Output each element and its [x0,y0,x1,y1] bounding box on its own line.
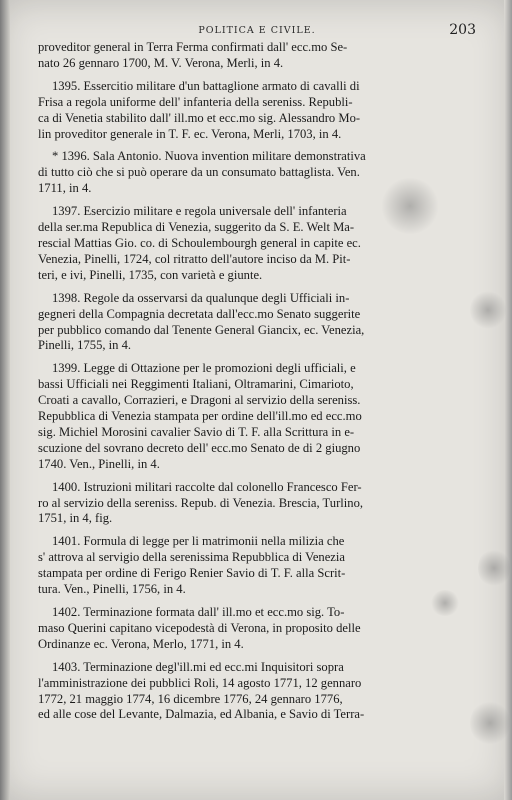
entry-line: 1751, in 4, fig. [38,511,113,526]
entry-line: Pinelli, 1755, in 4. [38,338,132,353]
entry-line: teri, e ivi, Pinelli, 1735, con varietà e giunte. [38,267,263,282]
entry-line: scuzione del sovrano decreto dell' ecc.mo Senato de di 2 giugno [38,440,361,455]
paper-stain [470,700,510,746]
entry-line: 1399. Legge di Ottazione per le promozioni degli ufficiali, e [52,361,356,376]
entry-line: sig. Michiel Morosini cavalier Savio di T. F. alla Scrittura in e- [38,424,355,439]
entry-line: bassi Ufficiali nei Reggimenti Italiani, Oltramarini, Cimarioto, [38,377,354,392]
entry-line: rescial Mattias Gio. co. di Schoulembourgh general in capite ec. [38,235,361,250]
entry-line: lin proveditor generale in T. F. ec. Verona, Merli, 1703, in 4. [38,126,342,141]
page-gutter-shadow [0,0,10,800]
entry-line: proveditor general in Terra Ferma confirmati dall' ecc.mo Se- [38,40,348,54]
entry-line: della ser.ma Republica di Venezia, suggerito da S. E. Welt Ma- [38,220,355,235]
entry-line: * 1396. Sala Antonio. Nuova invention militare demonstrativa [52,149,366,164]
entry-line: s' attrova al servigio della serenissima Repubblica di Venezia [38,550,345,565]
catalogue-entry [38,79,471,143]
entry-line: Frisa a regola uniforme dell' infanteria della sereniss. Republi- [38,94,353,109]
entry-line: 1402. Terminazione formata dall' ill.mo et ecc.mo sig. To- [52,605,345,619]
entry-line: stampata per ordine di Ferigo Renier Savio di T. F. alla Scrit- [38,566,346,581]
catalogue-entry [38,204,471,284]
paper-stain [478,548,510,588]
entry-line: 1397. Esercizio militare e regola universale dell' infanteria [52,204,347,219]
catalogue-entry [38,40,471,72]
catalogue-entry [38,534,471,598]
running-head: POLITICA E CIVILE. [198,25,316,36]
catalogue-entry [38,480,471,528]
entry-line: gegneri della Compagnia decretata dall'ecc.mo Senato suggerite [38,306,361,321]
entry-line: 1398. Regole da osservarsi da qualunque degli Ufficiali in- [52,290,350,305]
entry-line: Ordinanze ec. Verona, Merlo, 1771, in 4. [38,636,244,651]
entry-line: 1395. Essercitio militare d'un battaglione armato di cavalli di [52,78,360,93]
catalogue-entry [38,291,471,355]
entry-line: tura. Ven., Pinelli, 1756, in 4. [38,582,186,597]
entry-line: 1400. Istruzioni militari raccolte dal colonello Francesco Fer- [52,479,362,494]
page-number: 203 [449,22,476,38]
entry-line: 1772, 21 maggio 1774, 16 dicembre 1776, 24 gennaro 1776, [38,691,343,706]
entry-line: Repubblica di Venezia stampata per ordine dell'ill.mo ed ecc.mo [38,409,362,424]
entry-line: maso Querini capitano vicepodestà di Verona, in proposito delle [38,620,361,635]
catalogue-entry [38,361,471,472]
entry-line: Venezia, Pinelli, 1724, col ritratto dell'autore inciso da M. Pit- [38,251,351,266]
entry-line: di tutto ciò che si può operare da un consumato battaglista. Ven. [38,165,360,180]
catalogue-entry [38,149,471,197]
entry-line: 1403. Terminazione degl'ill.mi ed ecc.mi Inquisitori sopra [52,659,344,674]
catalogue-entry [38,605,471,653]
entry-line: 1711, in 4. [38,181,92,196]
entry-line: nato 26 gennaro 1700, M. V. Verona, Merli, in 4. [38,55,284,70]
paper-stain [470,290,506,330]
entry-line: per pubblico comando dal Tenente General Giancix, ec. Venezia, [38,322,365,337]
entry-line: ed alle cose del Levante, Dalmazia, ed Albania, e Savio di Terra- [38,707,365,722]
entry-line: Croati a cavallo, Corrazieri, e Dragoni al servizio della sereniss. [38,393,361,408]
catalogue-entries [38,40,471,730]
entry-line: ro al servizio della sereniss. Repub. di Venezia. Brescia, Turlino, [38,495,364,510]
entry-line: 1401. Formula di legge per li matrimonii nella milizia che [52,534,345,549]
entry-line: ca di Venetia stabilito dall' ill.mo et ecc.mo sig. Alessandro Mo- [38,110,361,125]
page-header [38,22,476,40]
catalogue-entry [38,660,471,724]
page-edge [504,0,512,800]
entry-line: 1740. Ven., Pinelli, in 4. [38,456,160,471]
entry-line: l'amministrazione dei pubblici Roli, 14 agosto 1771, 12 gennaro [38,675,362,690]
